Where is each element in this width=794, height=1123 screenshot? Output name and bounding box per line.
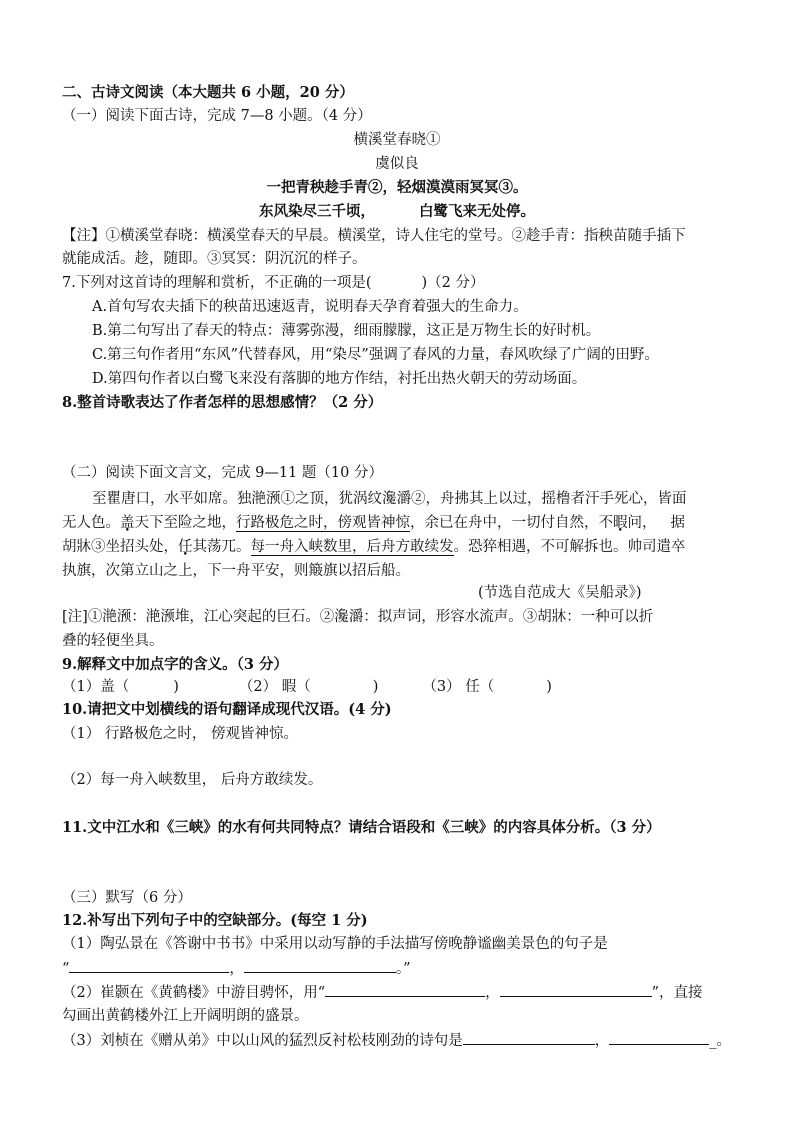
question-10-item-1: （1） 行路极危之时， 傍观皆神惊。 <box>62 726 298 742</box>
paren: ) <box>546 679 552 695</box>
part3-intro: （三）默写（6 分） <box>62 890 192 906</box>
blank-12-2b[interactable] <box>500 982 652 997</box>
passage-seg: 胡牀③坐招头处， <box>62 539 178 555</box>
poem-line-1: 一把青秧趁手青②，轻烟漠漠雨冥冥③。 <box>266 179 528 196</box>
question-7-option-a: A.首句写农夫插下的秧苗迅速返青，说明春天孕育着强大的生命力。 <box>92 299 528 315</box>
section-heading: 二、古诗文阅读（本大题共 6 小题，20 分） <box>62 84 354 101</box>
comma: ， <box>229 961 244 977</box>
question-11: 11.文中江水和《三峡》的水有何共同特点？请结合语段和《三峡》的内容具体分析。（3 分） <box>62 819 661 836</box>
comma: ， <box>594 1033 610 1049</box>
question-9-item-2: （2） 暇（ <box>238 679 311 695</box>
blank-12-1b[interactable] <box>244 958 396 973</box>
poem-note-1: 【注】①横溪堂春晓：横溪堂春天的早晨。横溪堂，诗人住宅的堂号。②趁手青：指秧苗随手插下 <box>62 228 686 244</box>
passage-line-1: 至瞿唐口，水平如席。独滟滪①之顶，犹涡纹瀺灂②，舟拂其上以过，摇橹者汗手死心，皆面 <box>92 491 687 507</box>
dotted-char-xia: 暇 <box>613 515 628 531</box>
question-7-text: 7.下列对这首诗的理解和赏析，不正确的一项是( <box>62 275 372 291</box>
passage-seg: 其荡兀。 <box>192 539 251 555</box>
passage-seg: 天下至险之地， <box>134 515 236 531</box>
passage-seg: 问， <box>627 515 657 531</box>
blank-12-3a[interactable] <box>463 1030 595 1045</box>
poem-line-2 <box>0 202 794 222</box>
question-7-option-d: D.第四句作者以白鹭飞来没有落脚的地方作结，衬托出热火朝天的劳动场面。 <box>92 371 587 387</box>
question-12-item-2 <box>62 982 754 1003</box>
dotted-char-gai: 盖 <box>120 515 135 531</box>
question-9: 9.解释文中加点字的含义。（3 分） <box>62 656 289 673</box>
question-9-item-3: （3） 任（ <box>422 679 495 695</box>
passage-seg: 无人色。 <box>62 515 120 531</box>
question-8: 8.整首诗歌表达了作者怎样的思想感情？（2 分） <box>62 394 383 411</box>
passage-line-2 <box>62 513 754 533</box>
question-10: 10.请把文中划横线的语句翻译成现代汉语。(4 分) <box>62 701 392 718</box>
paren: ) <box>173 679 179 695</box>
poem-note-2: 就能成活。趁，随即。③冥冥：阴沉沉的样子。 <box>62 251 367 267</box>
underlined-sentence-2: 每一舟入峡数里，后舟方敢续发 <box>250 539 454 555</box>
passage-source: (节选自范成大《吴船录》) <box>478 585 642 601</box>
poem-line-2a: 东风染尽三千顷， <box>259 203 375 220</box>
question-12-item-3-text: （3）刘桢在《赠从弟》中以山风的猛烈反衬松枝刚劲的诗句是 <box>62 1033 463 1049</box>
paren: ) <box>372 679 379 695</box>
dotted-char-ren: 任 <box>178 539 193 555</box>
part1-intro: （一）阅读下面古诗，完成 7—8 小题。（4 分） <box>62 108 372 124</box>
quote-close: 。” <box>395 961 411 977</box>
passage-seg: 。恐猝相遇，不可解拆也。帅司遣卒 <box>453 539 686 555</box>
question-12-item-3 <box>62 1030 754 1051</box>
poem-line-2b: 白鹭飞来无处停。 <box>419 203 535 220</box>
quote-open: “ <box>62 961 70 977</box>
passage-line-4: 执旗，次第立山之上，下一舟平安，则簸旗以招后船。 <box>62 563 410 579</box>
poem-author: 虞似良 <box>375 156 419 172</box>
question-9-item-1: （1）盖（ <box>62 679 130 695</box>
passage-note-2: 叠的轻便坐具。 <box>62 633 164 649</box>
question-12: 12.补写出下列句子中的空缺部分。(每空 1 分) <box>62 912 368 929</box>
question-12-item-2-cont: 勾画出黄鹤楼外江上开阔明朗的盛景。 <box>62 1008 309 1024</box>
question-7-score: )（2 分） <box>421 275 485 291</box>
passage-line-3 <box>62 537 754 557</box>
question-12-item-1: （1）陶弘景在《答谢中书书》中采用以动写静的手法描写傍晚静谧幽美景色的句子是 <box>62 936 608 952</box>
underlined-sentence-1: 行路极危之时，傍观皆神惊 <box>236 515 410 531</box>
question-10-item-2: （2）每一舟入峡数里， 后舟方敢续发。 <box>62 772 323 788</box>
question-12-item-1-blanks <box>62 958 754 979</box>
blank-12-2a[interactable] <box>325 982 485 997</box>
poem-title: 横溪堂春晓① <box>353 132 441 148</box>
question-12-item-2-tail: ”，直接 <box>651 985 703 1001</box>
question-7-option-c: C.第三句作者用“东风”代替春风，用“染尽”强调了春风的力量，春风吹绿了广阔的田野。 <box>92 347 659 363</box>
question-9-items <box>62 677 754 697</box>
passage-note-1: [注]①滟滪：滟滪堆，江心突起的巨石。②瀺灂：拟声词，形容水流声。③胡牀：一种可以折 <box>62 609 654 625</box>
period: _。 <box>709 1033 731 1049</box>
passage-seg: ，余已在舟中，一切付自然，不 <box>410 515 613 531</box>
blank-12-1a[interactable] <box>69 958 229 973</box>
question-7-option-b: B.第二句写出了春天的特点：薄雾弥漫，细雨朦朦，这正是万物生长的好时机。 <box>92 323 601 339</box>
question-7 <box>62 273 754 293</box>
question-12-item-2-text: （2）崔颢在《黄鹤楼》中游目骋怀，用“ <box>62 985 326 1001</box>
comma: ， <box>485 985 500 1001</box>
blank-12-3b[interactable] <box>609 1030 709 1045</box>
passage-seg: 据 <box>670 515 685 531</box>
part2-intro: （二）阅读下面文言文，完成 9—11 题（10 分） <box>62 465 383 481</box>
